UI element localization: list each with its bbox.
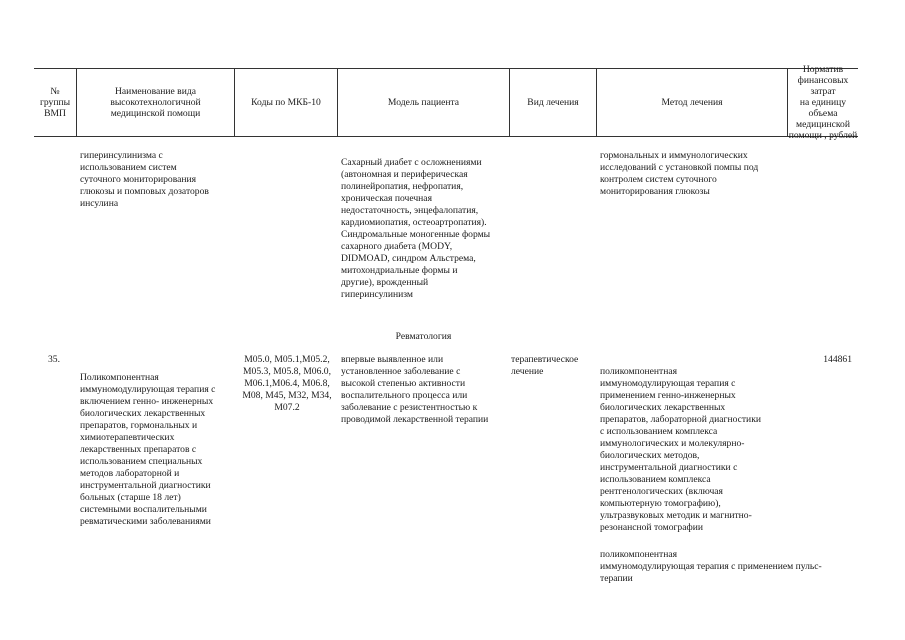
header-treatment-type: Вид лечения bbox=[527, 96, 579, 108]
row35-vmp-name: Поликомпонентная иммуномодулирующая терапия с включением генно- инженерных биологических лекарственных препаратов, гормональных и химиотерапевтических лекарственных препаратов с использованием специальных методов лабораторной и инструментальной диагностики больных (старше 18 лет) системными воспалительными ревматическими заболеваниями bbox=[80, 372, 216, 527]
continuation-patient-model: Сахарный диабет с осложнениями (автономная и периферическая полинейропатия, нефропатия, хроническая почечная недостаточность, энцефалопатия, кардиомиопатия, остеоартропатия). Синдромальные моногенные формы сахарного диабета (MODY, DIDMOAD, синдром Альстрема, митохондриальные формы и другие), врожденный гиперинсулинизм bbox=[341, 157, 491, 300]
row35-treatment-method: поликомпонентная иммуномодулирующая терапия с применением генно-инженерных биологических лекарственных препаратов, лабораторной диагностики с использованием комплекса иммунологических и молекулярно- биологических методов, инструментальной диагностики с использованием комплекса рентгенологических (включая компьютерную томографию), ультразвуковых методик и магнитно- резонансной томографии bbox=[600, 366, 761, 533]
row35-treatment-method-pulse: поликомпонентная иммуномодулирующая терапия с применением пульс- терапии bbox=[600, 549, 822, 584]
row35-patient-model: впервые выявленное или установленное заболевание с высокой степенью активности воспалительного процесса или заболевание с резистентностью к проводимой лекарственной терапии bbox=[341, 354, 489, 425]
continuation-vmp-name: гиперинсулинизма с использованием систем суточного мониторирования глюкозы и помповых дозаторов инсулина bbox=[80, 150, 209, 209]
row35-icd-codes: M05.0, M05.1,M05.2, M05.3, M05.8, M06.0, M06.1,M06.4, M06.8, M08, M45, M32, M34, M07.2 bbox=[242, 354, 332, 413]
section-title-rheumatology: Ревматология bbox=[395, 331, 452, 342]
header-group-number: № группы ВМП bbox=[39, 85, 71, 119]
row35-treatment-type: терапевтическое лечение bbox=[511, 354, 579, 377]
header-treatment-method: Метод лечения bbox=[661, 96, 723, 108]
continuation-treatment-method: гормональных и иммунологических исследований с установкой помпы под контролем систем суточного мониторирования глюкозы bbox=[600, 150, 759, 197]
header-icd-codes: Коды по МКБ-10 bbox=[251, 96, 321, 108]
header-bottom-rule bbox=[34, 136, 858, 137]
header-cost-norm: Норматив финансовых затрат на единицу объема медицинской помощи , рублей bbox=[788, 63, 858, 141]
row35-cost-norm: 144861 bbox=[823, 354, 852, 365]
row35-group-number: 35. bbox=[48, 354, 60, 365]
header-patient-model: Модель пациента bbox=[387, 96, 460, 108]
header-vmp-name: Наименование вида высокотехнологичной медицинской помощи bbox=[110, 85, 201, 119]
